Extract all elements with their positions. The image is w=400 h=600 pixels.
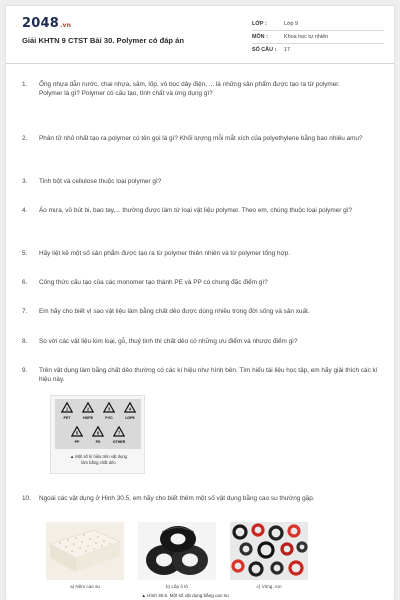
svg-text:3: 3 — [107, 406, 111, 412]
recycle-triangle-icon — [92, 426, 104, 437]
recycle-triangle-icon — [103, 402, 115, 413]
question-4: 4. Áo mưa, vỏ bút bi, bao tay,... thường được làm từ loại vật liệu polymer. Theo em, chúng thuộc loại polymer gì? — [22, 207, 352, 214]
document-page — [6, 6, 394, 600]
photo-caption-c: c) Vòng, ron — [256, 584, 282, 589]
rubber-products-figure — [46, 522, 308, 600]
recycle-codes-figure — [50, 395, 145, 474]
recycle-code-ps: 6 PS — [88, 425, 108, 447]
photo-caption-b: b) Lốp ô tô — [166, 584, 188, 589]
photo-caption-a: a) Nệm cao su — [70, 584, 100, 589]
recycle-triangle-icon — [124, 402, 136, 413]
recycle-code-pvc: 3 PVC — [99, 401, 119, 423]
rubber-mattress-image — [46, 522, 124, 580]
photo-rubber-mattress — [46, 522, 124, 580]
rubber-figure-caption: ▲ Hình 30.5. Một số vật dụng bằng cao su — [141, 593, 229, 598]
question-1: 1. Ống nhựa dẫn nước, chai nhựa, săm, lốp, vỏ bọc dây điện, ... là những sản phẩm được tạo ra từ polymer. Polymer là gì? Polymer có cấu tạo, tính chất và ứng dụng gì? — [22, 81, 340, 97]
svg-text:1: 1 — [65, 406, 69, 412]
question-10: 10. Ngoài các vật dụng ở Hình 30.5, em hãy cho biết thêm một số vật dụng bằng cao su thường gặp. — [22, 495, 315, 502]
recycle-code-other: 7 OTHER — [109, 425, 129, 447]
brand-logo[interactable]: 2048.vn — [22, 16, 72, 31]
question-5: 5. Hãy liệt kê một số sản phẩm được tạo ra từ polymer thiên nhiên và từ polymer tổng hợp. — [22, 250, 291, 257]
question-8: 8. So với các vật liệu kim loại, gỗ, thuỷ tinh thì chất dẻo có những ưu điểm và nhược điểm gì? — [22, 338, 298, 345]
meta-row-class: LỚP : Lớp 9 — [252, 18, 384, 31]
svg-text:6: 6 — [96, 430, 100, 436]
photo-car-tires — [138, 522, 216, 580]
page-title: Giải KHTN 9 CTST Bài 30. Polymer có đáp án — [22, 36, 185, 45]
recycle-figure-caption: ▲ Một số kí hiệu trên vật dụng làm bằng chất dẻo — [70, 454, 127, 465]
question-3: 3. Tinh bột và cellulose thuộc loại polymer gì? — [22, 178, 162, 185]
question-9: 9. Trên vật dụng làm bằng chất dẻo thường có các kí hiệu như hình bên. Tìm hiểu tài liệu học tập, em hãy giải thích các kí hiệu này. — [22, 367, 378, 383]
recycle-triangle-icon — [82, 402, 94, 413]
car-tires-image — [138, 522, 216, 580]
meta-row-count: SỐ CÂU : 17 — [252, 47, 290, 53]
photo-rubber-rings — [230, 522, 308, 580]
question-7: 7. Em hãy cho biết vì sao vật liệu làm bằng chất dẻo được dùng nhiều trong đời sống và sản xuất. — [22, 308, 310, 315]
meta-table — [252, 18, 384, 57]
recycle-triangle-icon — [71, 426, 83, 437]
recycle-code-pp: 5 PP — [67, 425, 87, 447]
svg-text:5: 5 — [75, 430, 79, 436]
recycle-code-ldpe: 4 LDPE — [120, 401, 140, 423]
svg-text:2: 2 — [86, 406, 90, 412]
question-2: 2. Phân tử nhỏ nhất tạo ra polymer có tên gọi là gì? Khối lượng mỗi mắt xích của polyethylene bằng bao nhiêu amu? — [22, 135, 363, 142]
question-6: 6. Công thức cấu tạo của các monomer tạo thành PE và PP có chung đặc điểm gì? — [22, 279, 268, 286]
recycle-code-pet: 1 PET — [57, 401, 77, 423]
rubber-rings-image — [230, 522, 308, 580]
recycle-triangle-icon — [113, 426, 125, 437]
meta-row-subject: MÔN : Khoa học tự nhiên — [252, 31, 384, 44]
svg-text:7: 7 — [117, 430, 121, 436]
recycle-code-hdpe: 2 HDPE — [78, 401, 98, 423]
recycle-triangle-icon — [61, 402, 73, 413]
recycle-codes-panel — [55, 399, 141, 449]
document-header — [6, 6, 394, 64]
svg-text:4: 4 — [128, 406, 132, 412]
